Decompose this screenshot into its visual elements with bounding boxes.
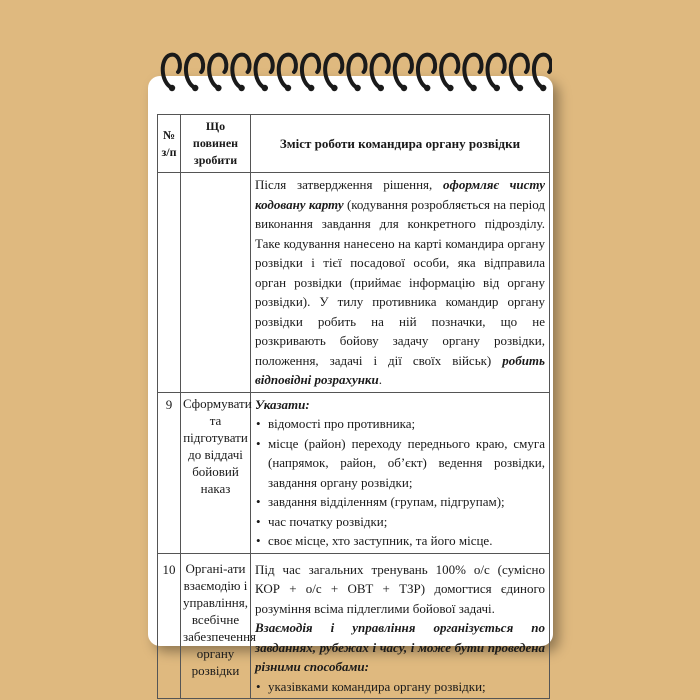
binding-ring bbox=[209, 55, 226, 88]
row1-text-end: . bbox=[378, 372, 383, 387]
header-number: № з/п bbox=[158, 115, 181, 173]
row2-task: Сформувати та підготувати до віддачі бойовий наказ bbox=[181, 392, 251, 553]
row3-text: Під час загальних тренувань 100% о/с (сумісно КОР + о/с + ОВТ + ТЗР) домогтися єдиного розуміння всіма підлеглими бойової задачі. bbox=[255, 561, 545, 616]
row3-number: 10 bbox=[158, 553, 181, 699]
binding-ring bbox=[488, 55, 505, 88]
row3-emphasis: Взаємодія і управління організується по завданнях, рубежах і часу, і може бути проведена різними способами: bbox=[255, 620, 545, 674]
binding-ring bbox=[325, 55, 342, 88]
table-row bbox=[158, 553, 550, 699]
row1-number bbox=[158, 173, 181, 393]
binding-ring bbox=[418, 55, 435, 88]
binding-ring bbox=[256, 55, 273, 88]
list-item: • місце (район) переходу переднього краю, смуга (напрямок, район, об’єкт) ведення розвідки, завдання органу розвідки; bbox=[268, 434, 545, 493]
row3-list bbox=[255, 677, 545, 697]
row1-content bbox=[251, 173, 550, 393]
row2-content bbox=[251, 392, 550, 553]
table-header-row bbox=[158, 115, 550, 173]
binding-ring bbox=[186, 55, 203, 88]
row1-emphasis-a: оформляє чисту кодовану карту bbox=[255, 177, 545, 212]
row1-text-b: (кодування розробляється на період виконання завдання для конкретного підрозділу. Таке кодування нанесено на карті командира органу розвідки і тієї посадової особи, яка відправила орган розвідки (приймає інформацію від органу розвідки). У тилу противника командир органу розвідки робить на ній позначки, що не розкривають бойову задачу органу розвідки, положення, задачі і дії своїх військ) bbox=[255, 196, 545, 368]
list-item: • час початку розвідки; bbox=[268, 512, 545, 532]
header-content: Зміст роботи командира органу розвідки bbox=[251, 115, 550, 173]
row2-number: 9 bbox=[158, 392, 181, 553]
binding-ring bbox=[511, 55, 528, 88]
row3-content bbox=[251, 553, 550, 699]
binding-ring bbox=[441, 55, 458, 88]
binding-ring bbox=[232, 55, 249, 88]
list-item: • указівками командира органу розвідки; bbox=[268, 677, 545, 697]
document-table bbox=[157, 114, 550, 699]
list-item: • своє місце, хто заступник, та його місце. bbox=[268, 531, 545, 551]
row1-emphasis-b: робить відповідні розрахунки bbox=[255, 352, 545, 387]
binding-ring bbox=[534, 55, 551, 88]
binding-ring bbox=[302, 55, 319, 88]
header-task: Що повинен зробити bbox=[181, 115, 251, 173]
list-item: • відомості про противника; bbox=[268, 414, 545, 434]
spiral-binding-icon bbox=[152, 42, 552, 102]
row2-list bbox=[255, 414, 545, 551]
binding-ring bbox=[163, 55, 180, 88]
table-row bbox=[158, 173, 550, 393]
row3-task: Органі-ати взаємодію і управління, всебічне забезпечення органу розвідки bbox=[181, 553, 251, 699]
binding-ring bbox=[372, 55, 389, 88]
binding-ring bbox=[348, 55, 365, 88]
row1-text-a: Після затвердження рішення, bbox=[255, 177, 444, 192]
list-item: • завдання відділенням (групам, підгрупам); bbox=[268, 492, 545, 512]
row2-lead: Указати: bbox=[255, 396, 310, 412]
binding-ring bbox=[464, 55, 481, 88]
table-row bbox=[158, 392, 550, 553]
row1-task bbox=[181, 173, 251, 393]
binding-ring bbox=[279, 55, 296, 88]
binding-ring bbox=[395, 55, 412, 88]
